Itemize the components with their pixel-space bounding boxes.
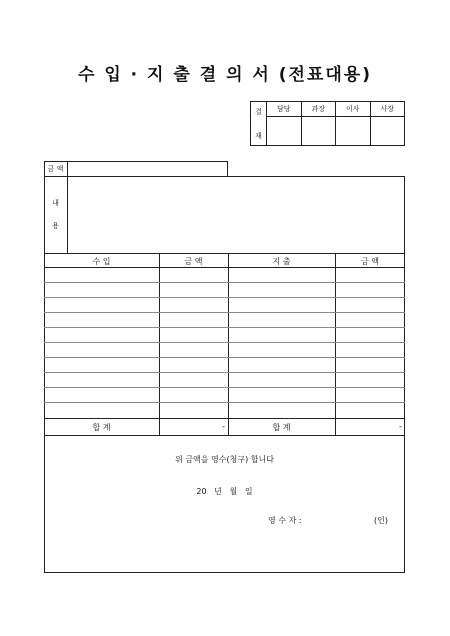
expense-total-value: - <box>399 422 402 431</box>
approval-side-label-bottom: 재 <box>255 131 262 140</box>
approval-signature-president[interactable] <box>370 117 405 146</box>
date-line: 20 년 월 일 <box>196 487 253 496</box>
approval-side-label <box>251 102 267 146</box>
approval-signature-director[interactable] <box>336 117 371 146</box>
header-expense: 지 출 <box>272 257 291 266</box>
approval-role-director: 이사 <box>336 102 371 117</box>
table-row[interactable] <box>44 402 405 403</box>
recipient-label: 영 수 자 : <box>268 516 302 525</box>
amount-label: 금 액 <box>47 165 64 173</box>
approval-side-label-top: 결 <box>255 107 262 116</box>
approval-signature-manager[interactable] <box>301 117 336 146</box>
approval-role-manager: 과장 <box>301 102 336 117</box>
table-row[interactable] <box>44 357 405 358</box>
content-field[interactable] <box>68 177 404 253</box>
income-total-value: - <box>222 422 225 431</box>
receipt-statement: 위 금액을 영수(청구) 합니다 <box>175 455 274 464</box>
document-title: 수 입 · 지 출 결 의 서 (전표대용) <box>78 65 372 85</box>
amount-field[interactable] <box>68 162 227 176</box>
approval-role-president: 사장 <box>370 102 405 117</box>
approval-box <box>250 101 405 146</box>
ledger-table <box>44 253 405 436</box>
header-income: 수 입 <box>92 257 111 266</box>
table-row[interactable] <box>44 342 405 343</box>
approval-role-staff: 담당 <box>267 102 302 117</box>
header-expense-amount: 금 액 <box>361 257 379 266</box>
content-label-bottom: 용 <box>52 222 59 230</box>
expense-total-label: 합 계 <box>272 423 291 432</box>
table-row[interactable] <box>44 297 405 298</box>
content-label-top: 내 <box>52 199 59 207</box>
table-row[interactable] <box>44 312 405 313</box>
income-total-label: 합 계 <box>92 423 111 432</box>
recipient-field[interactable] <box>312 512 372 526</box>
table-row[interactable] <box>44 372 405 373</box>
header-income-amount: 금 액 <box>184 257 203 266</box>
seal-mark: (인) <box>374 516 388 525</box>
table-row[interactable] <box>44 282 405 283</box>
approval-signature-staff[interactable] <box>267 117 302 146</box>
table-row[interactable] <box>44 387 405 388</box>
table-row[interactable] <box>44 327 405 328</box>
